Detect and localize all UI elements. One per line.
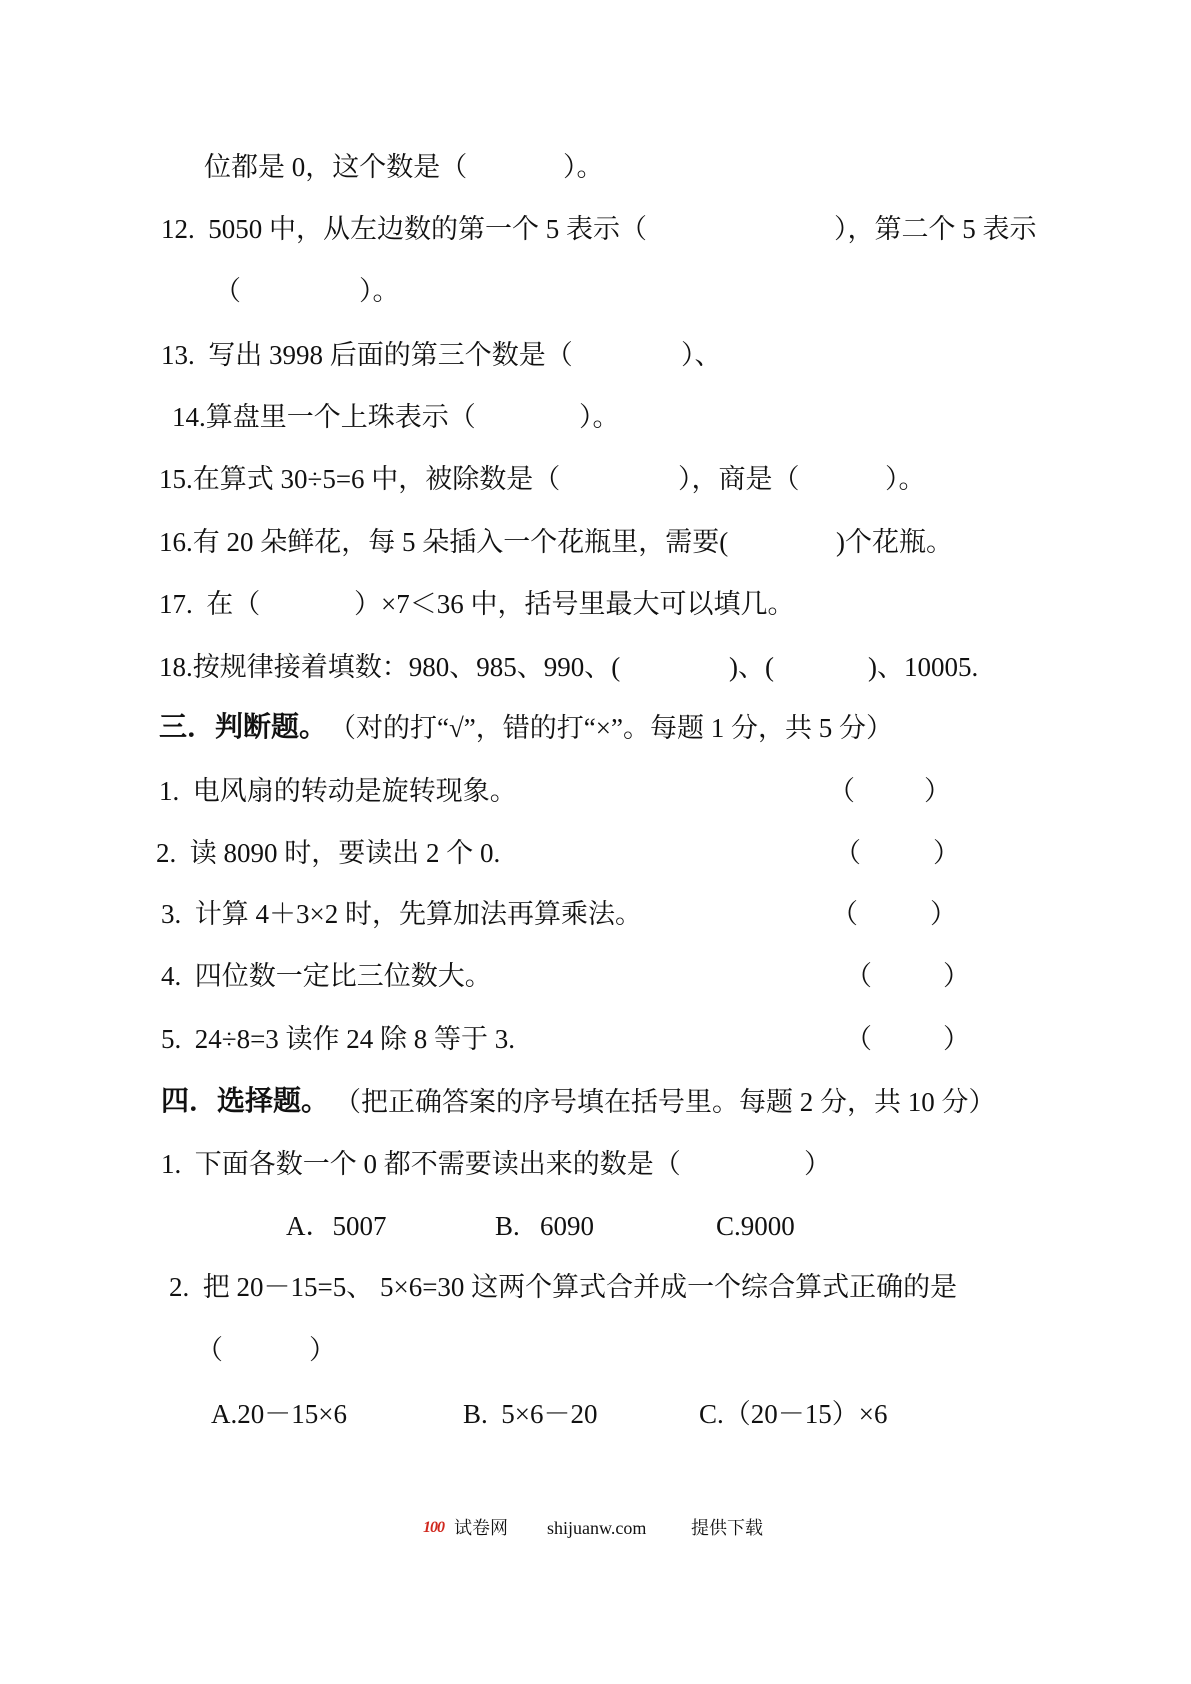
choice-q1-options xyxy=(0,1210,1191,1242)
question-text: 17. 在（ xyxy=(159,589,261,619)
question-text: 2. 把 20－15=5、 5×6=30 这两个算式合并成一个综合算式正确的是 xyxy=(169,1272,958,1302)
question-text-tail: )、10005. xyxy=(868,652,979,682)
question-text: 18.按规律接着填数：980、985、990、( xyxy=(159,652,621,682)
judgment-section-header xyxy=(0,712,1191,744)
blank-close-paren: ）。 xyxy=(359,276,400,306)
answer-open-paren: （ xyxy=(845,961,872,991)
judgment-item-2 xyxy=(0,837,1191,869)
option-c: C.9000 xyxy=(716,1211,795,1241)
choice-q1 xyxy=(0,1148,1191,1180)
fill-in-q14 xyxy=(0,401,1191,433)
question-text-tail: ）×7＜36 中，括号里最大可以填几。 xyxy=(354,589,795,619)
judgment-item-5 xyxy=(0,1023,1191,1055)
answer-open-paren: （ xyxy=(828,776,855,806)
option-a: A．5007 xyxy=(286,1211,387,1241)
statement-text: 1. 电风扇的转动是旋转现象。 xyxy=(159,776,517,806)
question-text-tail: )个花瓶。 xyxy=(836,527,953,557)
answer-open-paren: （ xyxy=(196,1335,223,1365)
question-text: 12. 5050 中，从左边数的第一个 5 表示（ xyxy=(161,214,647,244)
download-note: 提供下载 xyxy=(691,1518,763,1538)
answer-close-paren: ） xyxy=(804,1149,831,1179)
answer-open-paren: （ xyxy=(831,899,858,929)
section-title: 三．判断题。 xyxy=(159,712,328,743)
question-text: 1. 下面各数一个 0 都不需要读出来的数是（ xyxy=(161,1149,681,1179)
choice-section-header xyxy=(0,1086,1191,1118)
statement-text: 2. 读 8090 时，要读出 2 个 0. xyxy=(156,838,501,868)
question-text: 位都是 0，这个数是（ xyxy=(204,152,468,182)
section-instructions: （对的打“√”，错的打“×”。每题 1 分，共 5 分） xyxy=(329,713,893,743)
fill-in-q12 xyxy=(0,213,1191,245)
question-text: 14.算盘里一个上珠表示（ xyxy=(172,402,476,432)
question-text: 13. 写出 3998 后面的第三个数是（ xyxy=(161,340,573,370)
question-text-tail: ）。 xyxy=(563,152,604,182)
answer-close-paren: ） xyxy=(309,1335,336,1365)
answer-close-paren: ） xyxy=(943,1024,970,1054)
fill-in-q17 xyxy=(0,588,1191,620)
question-text-middle: )、( xyxy=(729,652,774,682)
page-footer xyxy=(0,1516,1191,1540)
choice-q2-options xyxy=(0,1398,1191,1430)
answer-close-paren: ） xyxy=(930,899,957,929)
answer-open-paren: （ xyxy=(845,1024,872,1054)
fill-in-q15 xyxy=(0,463,1191,495)
site-logo-mark: 100 xyxy=(423,1519,444,1536)
blank-open-paren: （ xyxy=(214,276,241,306)
fill-in-q18 xyxy=(0,651,1191,683)
answer-open-paren: （ xyxy=(834,838,861,868)
judgment-item-1 xyxy=(0,775,1191,807)
statement-text: 4. 四位数一定比三位数大。 xyxy=(161,961,492,991)
question-text-tail: ）。 xyxy=(579,402,620,432)
question-text-tail: ）。 xyxy=(885,464,926,494)
fill-in-q13 xyxy=(0,339,1191,371)
fill-in-q11-continued xyxy=(0,151,1191,183)
answer-close-paren: ） xyxy=(933,838,960,868)
judgment-item-3 xyxy=(0,898,1191,930)
option-b: B. 5×6－20 xyxy=(463,1399,598,1429)
answer-close-paren: ） xyxy=(924,776,951,806)
question-text-tail: ）、 xyxy=(681,340,722,370)
site-domain: shijuanw.com xyxy=(547,1518,647,1538)
question-text-tail: ），第二个 5 表示 xyxy=(834,214,1037,244)
section-instructions: （把正确答案的序号填在括号里。每题 2 分，共 10 分） xyxy=(334,1087,996,1117)
option-a: A.20－15×6 xyxy=(211,1399,347,1429)
section-title: 四．选择题。 xyxy=(161,1086,330,1117)
judgment-item-4 xyxy=(0,960,1191,992)
statement-text: 5. 24÷8=3 读作 24 除 8 等于 3. xyxy=(161,1024,516,1054)
answer-close-paren: ） xyxy=(943,961,970,991)
fill-in-q16 xyxy=(0,526,1191,558)
fill-in-q12-continued xyxy=(0,275,1191,307)
site-name: 试卷网 xyxy=(454,1518,508,1538)
choice-q2-answer-blank xyxy=(0,1334,1191,1366)
question-text-middle: ），商是（ xyxy=(678,464,800,494)
option-c: C.（20－15）×6 xyxy=(699,1399,888,1429)
choice-q2 xyxy=(0,1271,1191,1303)
option-b: B. 6090 xyxy=(495,1211,595,1241)
statement-text: 3. 计算 4＋3×2 时，先算加法再算乘法。 xyxy=(161,899,642,929)
question-text: 16.有 20 朵鲜花，每 5 朵插入一个花瓶里，需要( xyxy=(159,527,729,557)
question-text: 15.在算式 30÷5=6 中，被除数是（ xyxy=(159,464,561,494)
